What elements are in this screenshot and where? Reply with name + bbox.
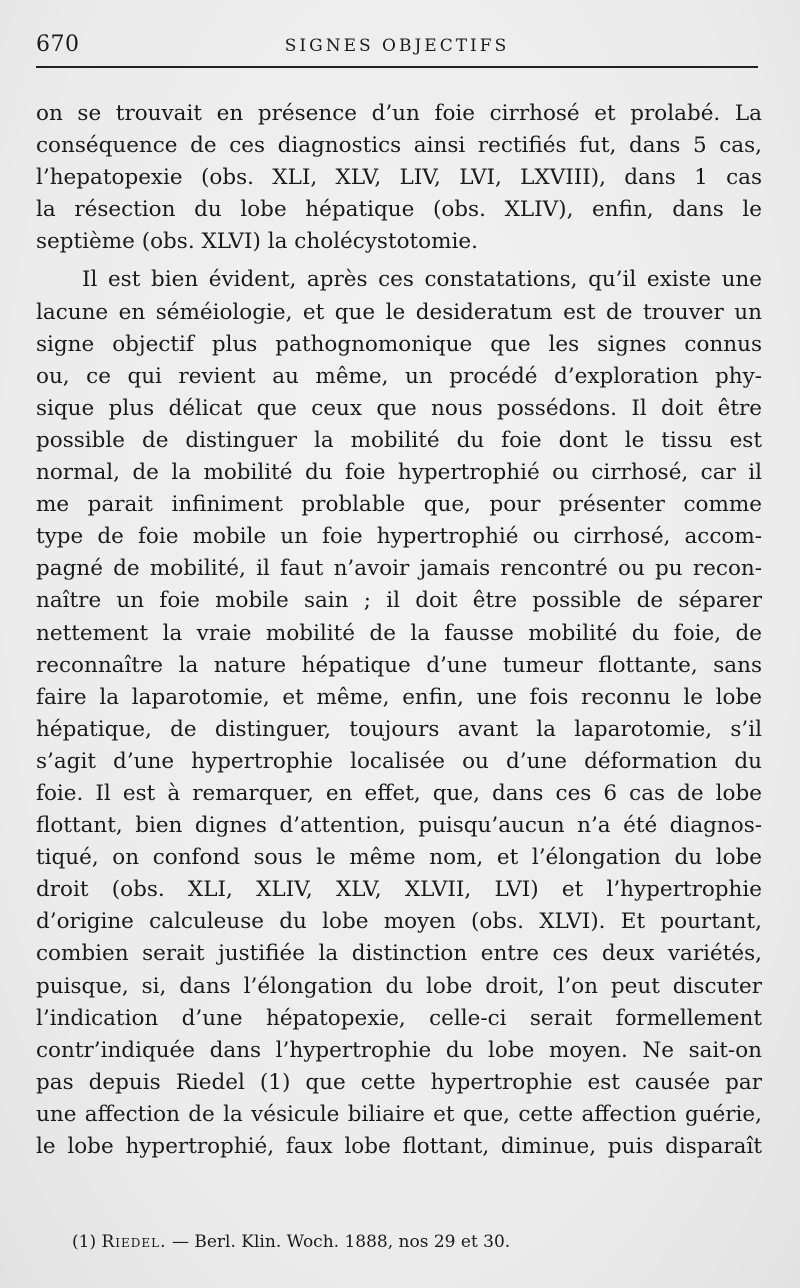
running-head: SIGNES OBJECTIFS	[284, 36, 510, 56]
text-line: pagné de mobilité, il faut n’avoir jamais rencontré ou pu recon-	[36, 556, 762, 582]
footnote-author: Riedel.	[101, 1232, 167, 1252]
text-line: type de foie mobile un foie hypertrophié ou cirrhosé, accom-	[36, 524, 762, 550]
text-line: une affection de la vésicule biliaire et que, cette affection guérie,	[36, 1101, 762, 1127]
footnote	[72, 1232, 752, 1252]
text-line: la résection du lobe hépatique (obs. XLIV), enfin, dans le	[36, 197, 762, 223]
page-number: 670	[36, 32, 80, 57]
paragraph-1	[36, 98, 762, 258]
text-line: lacune en séméiologie, et que le desideratum est de trouver un	[36, 299, 762, 325]
text-line: normal, de la mobilité du foie hypertrophié ou cirrhosé, car il	[36, 460, 762, 486]
text-line: le lobe hypertrophié, faux lobe flottant, diminue, puis disparaît	[36, 1134, 762, 1159]
text-line: flottant, bien dignes d’attention, puisqu’aucun n’a été diagnos-	[36, 813, 762, 839]
body-text	[36, 98, 762, 1163]
text-line: on se trouvait en présence d’un foie cirrhosé et prolabé. La	[36, 101, 762, 126]
text-line: droit (obs. XLI, XLIV, XLV, XLVII, LVI) et l’hypertrophie	[36, 877, 762, 903]
page-header	[36, 28, 758, 62]
paragraph-2	[36, 264, 762, 1163]
text-line: foie. Il est à remarquer, en effet, que, dans ces 6 cas de lobe	[36, 780, 762, 806]
text-line: signe objectif plus pathognomonique que les signes connus	[36, 331, 762, 357]
footnote-marker: (1)	[72, 1232, 97, 1252]
text-line: pas depuis Riedel (1) que cette hypertrophie est causée par	[36, 1069, 762, 1095]
text-line: reconnaître la nature hépatique d’une tumeur flottante, sans	[36, 652, 762, 678]
text-line: hépatique, de distinguer, toujours avant la laparotomie, s’il	[36, 716, 762, 742]
text-line: l’indication d’une hépatopexie, celle-ci serait formellement	[36, 1005, 762, 1031]
text-line: contr’indiquée dans l’hypertrophie du lobe moyen. Ne sait-on	[36, 1037, 762, 1063]
text-line: naître un foie mobile sain ; il doit être possible de séparer	[36, 588, 762, 614]
header-rule	[36, 66, 758, 68]
text-line: nettement la vraie mobilité de la fausse mobilité du foie, de	[36, 620, 762, 646]
text-line: sique plus délicat que ceux que nous possédons. Il doit être	[36, 395, 762, 421]
text-line: puisque, si, dans l’élongation du lobe droit, l’on peut discuter	[36, 973, 762, 999]
text-line: conséquence de ces diagnostics ainsi rectifiés fut, dans 5 cas,	[36, 133, 762, 159]
text-line: ou, ce qui revient au même, un procédé d’exploration phy-	[36, 363, 762, 389]
text-line: tiqué, on confond sous le même nom, et l’élongation du lobe	[36, 845, 762, 871]
text-line: l’hepatopexie (obs. XLI, XLV, LIV, LVI, LXVIII), dans 1 cas	[36, 165, 762, 191]
footnote-citation: — Berl. Klin. Woch. 1888, nos 29 et 30.	[171, 1232, 511, 1252]
text-line: possible de distinguer la mobilité du foie dont le tissu est	[36, 427, 762, 453]
text-line: faire la laparotomie, et même, enfin, une fois reconnu le lobe	[36, 684, 762, 710]
text-line: Il est bien évident, après ces constatations, qu’il existe une	[82, 267, 762, 293]
text-line: s’agit d’une hypertrophie localisée ou d’une déformation du	[36, 748, 762, 774]
text-line: me parait infiniment problable que, pour présenter comme	[36, 492, 762, 518]
text-line: d’origine calculeuse du lobe moyen (obs. XLVI). Et pourtant,	[36, 909, 762, 935]
text-line: combien serait justifiée la distinction entre ces deux variétés,	[36, 941, 762, 967]
text-line: septième (obs. XLVI) la cholécystotomie.	[36, 229, 478, 255]
